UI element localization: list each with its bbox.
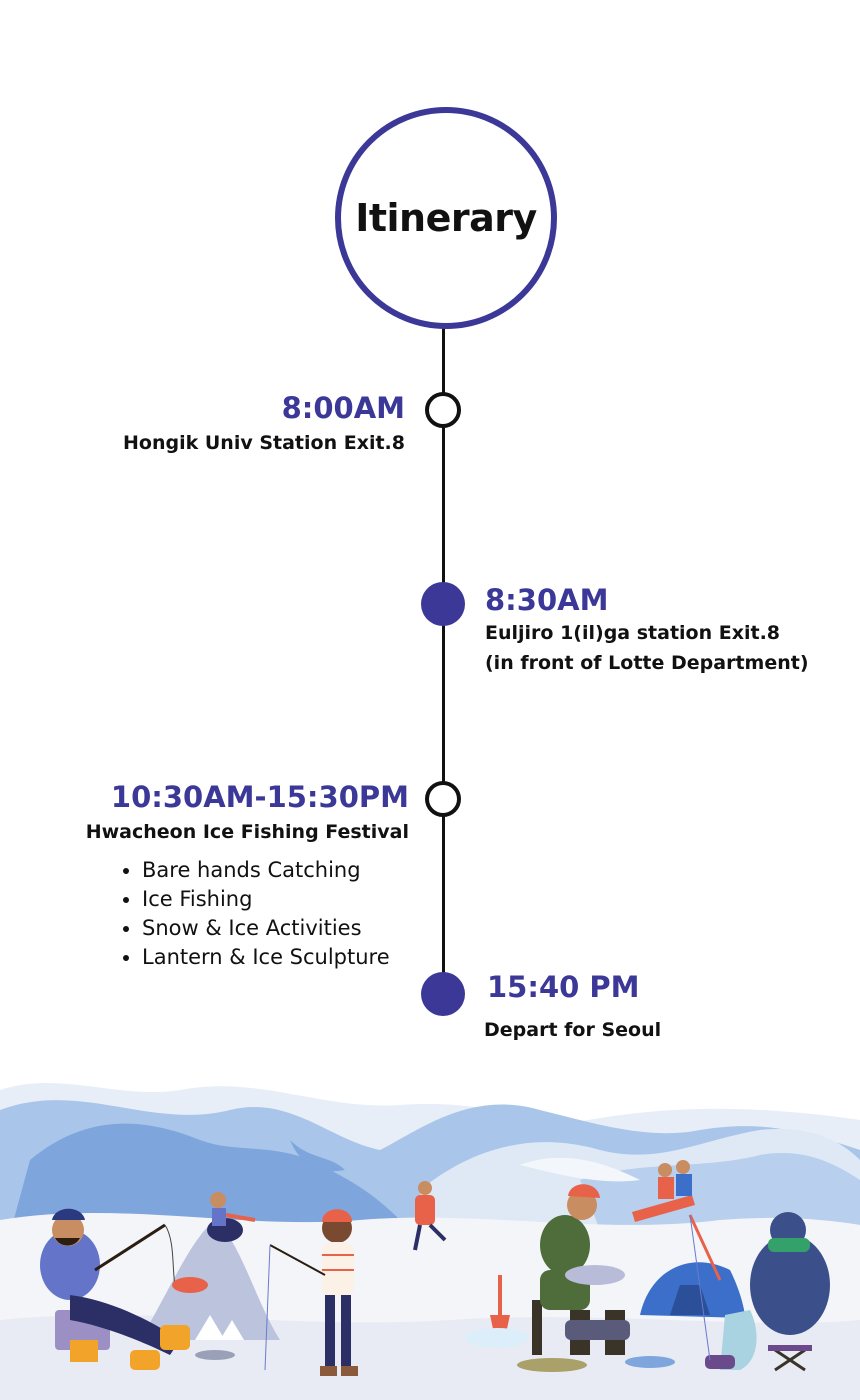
stop-3-place: Hwacheon Ice Fishing Festival xyxy=(85,821,409,843)
activity-item: • Snow & Ice Activities xyxy=(142,914,390,943)
activity-item: • Ice Fishing xyxy=(142,885,390,914)
activity-item: • Lantern & Ice Sculpture xyxy=(142,943,390,972)
title-circle xyxy=(335,107,557,329)
stop-4-time: 15:40 PM xyxy=(487,970,640,1004)
timeline-node-4 xyxy=(421,972,465,1016)
stop-2-place-line-1: Euljiro 1(il)ga station Exit.8 xyxy=(485,622,781,644)
timeline-node-2 xyxy=(421,582,465,626)
page-title: Itinerary xyxy=(355,196,537,240)
stop-3-time: 10:30AM-15:30PM xyxy=(110,780,409,814)
stop-1-place: Hongik Univ Station Exit.8 xyxy=(123,432,405,454)
activity-list xyxy=(120,856,390,972)
activity-item: • Bare hands Catching xyxy=(142,856,390,885)
timeline-node-3 xyxy=(425,781,461,817)
timeline-node-1 xyxy=(425,392,461,428)
stop-1-time: 8:00AM xyxy=(281,391,405,425)
stop-2-time: 8:30AM xyxy=(485,583,609,617)
stop-2-place-line-2: (in front of Lotte Department) xyxy=(485,652,809,674)
stop-4-place: Depart for Seoul xyxy=(484,1019,662,1041)
winter-festival-illustration xyxy=(0,1070,860,1400)
